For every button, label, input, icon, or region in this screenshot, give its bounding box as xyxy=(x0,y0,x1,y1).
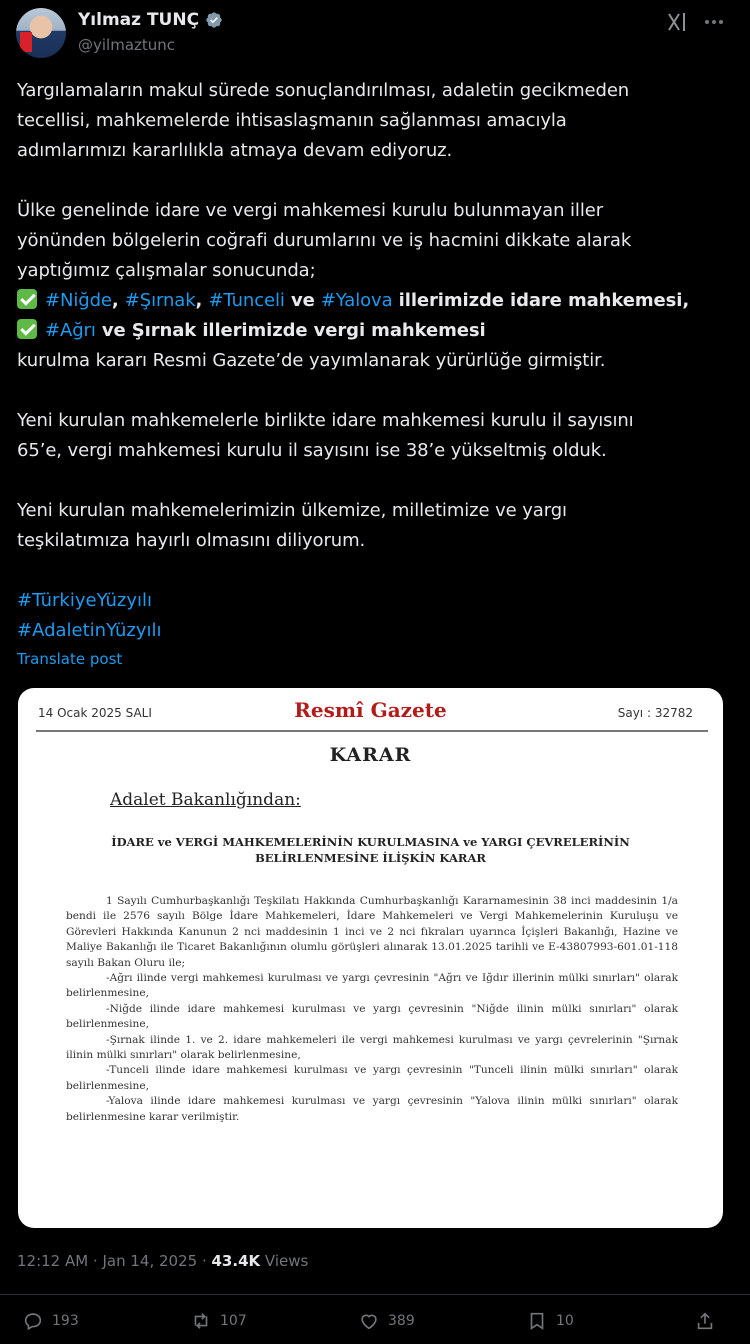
author-name[interactable]: Yılmaz TUNÇ xyxy=(78,10,200,30)
hashtag-sirnak[interactable]: #Şırnak xyxy=(124,290,196,311)
views-label: Views xyxy=(260,1252,309,1270)
divider xyxy=(0,1294,750,1295)
paragraph-intro: Yargılamaların makul sürede sonuçlandırılması, adaletin gecikmeden tecellisi, mahkemelerde ihtisaslaşmanın sağlanması amacıyla adımlarımızı kararlılıkla atmaya devam ediyoruz. xyxy=(17,80,630,161)
share-icon xyxy=(694,1310,716,1332)
repost-button[interactable] xyxy=(190,1310,247,1332)
decision-line-tax: #Ağrı ve Şırnak illerimizde vergi mahkemesi xyxy=(17,316,732,346)
hashtag-tunceli[interactable]: #Tunceli xyxy=(208,290,285,311)
author-handle[interactable]: @yilmaztunc xyxy=(78,36,176,54)
hashtag-agri[interactable]: #Ağrı xyxy=(45,320,96,341)
hashtag-yalova[interactable]: #Yalova xyxy=(320,290,393,311)
decision-item: -Tunceli ilinde idare mahkemesi kurulması ve yargı çevresinin "Tunceli ilinin mülki sınırları" olarak belirlenmesine, xyxy=(66,1064,678,1092)
hashtag-turkiye-yuzyili[interactable]: #TürkiyeYüzyılı xyxy=(17,590,153,611)
attached-image[interactable] xyxy=(18,688,723,1228)
paragraph-counts: Yeni kurulan mahkemelerle birlikte idare mahkemesi kurulu il sayısını 65’e, vergi mahkemesi kurulu il sayısını ise 38’e yükseltmiş olduk. xyxy=(17,410,634,461)
bookmark-count: 10 xyxy=(556,1313,574,1329)
like-button[interactable] xyxy=(358,1310,415,1332)
grok-icon[interactable] xyxy=(665,10,689,34)
gazette-header-rule xyxy=(36,730,708,732)
bookmark-icon xyxy=(526,1310,548,1332)
views-count: 43.4K xyxy=(211,1252,261,1270)
repost-count: 107 xyxy=(220,1313,247,1329)
post-timestamp[interactable]: 12:12 AM · Jan 14, 2025 · xyxy=(17,1252,212,1270)
decision-item: -Yalova ilinde idare mahkemesi kurulması ve yargı çevresinin "Yalova ilinin mülki sınırları" olarak belirlenmesine karar verilmiştir. xyxy=(66,1095,678,1123)
repost-icon xyxy=(190,1310,212,1332)
decision-item: -Niğde ilinde idare mahkemesi kurulması ve yargı çevresinin "Niğde ilinin mülki sınırları" olarak belirlenmesine, xyxy=(66,1002,678,1031)
hashtag-adaletin-yuzyili[interactable]: #AdaletinYüzyılı xyxy=(17,620,162,641)
decision-line-administrative: #Niğde, #Şırnak, #Tunceli ve #Yalova illerimizde idare mahkemesi, xyxy=(17,286,732,316)
hashtag-list xyxy=(17,586,162,646)
hashtag-nigde[interactable]: #Niğde xyxy=(45,290,112,311)
decision-item: -Ağrı ilinde vergi mahkemesi kurulması ve yargı çevresinin "Ağrı ve Iğdır illerinin mülki sınırları" olarak belirlenmesine, xyxy=(66,972,678,1000)
share-button[interactable] xyxy=(694,1310,716,1332)
reply-count: 193 xyxy=(52,1313,79,1329)
decision-title: KARAR xyxy=(329,744,412,766)
paragraph-wishes: Yeni kurulan mahkemelerimizin ülkemize, milletimize ve yargı teşkilatımıza hayırlı olmasını diliyorum. xyxy=(17,500,567,551)
verified-badge-icon xyxy=(205,11,223,29)
author-name-row xyxy=(78,10,223,30)
decision-heading: İDARE ve VERGİ MAHKEMELERİNİN KURULMASINA ve YARGI ÇEVRELERİNİN BELİRLENMESİNE İLİŞKİN KARAR xyxy=(111,835,630,865)
check-mark-icon xyxy=(17,319,37,339)
post-meta xyxy=(17,1252,308,1270)
decision-intro: 1 Sayılı Cumhurbaşkanlığı Teşkilatı Hakkında Cumhurbaşkanlığı Kararnamesinin 38 inci maddesinin 1/a bendi ile 2576 sayılı Bölge İdare Mahkemeleri, İdare Mahkemeleri ve Vergi Mahkemelerinin Kuruluşu ve Görevleri Hakkında Kanunun 2 nci maddesinin 1 inci ve 2 nci fıkraları uyarınca İçişleri Bakanlığı, Hazine ve Maliye Bakanlığı ile Ticaret Bakanlığının olumlu görüşleri alınarak 13.01.2025 tarihli ve E-43807993-601.01-118 sayılı Bakan Oluru ile; xyxy=(66,895,678,969)
decision-text xyxy=(66,894,678,1125)
bookmark-button[interactable] xyxy=(526,1310,574,1332)
paragraph-decision: Ülke genelinde idare ve vergi mahkemesi kurulu bulunmayan iller yönünden bölgelerin coğrafi durumlarını ve iş hacmini dikkate alarak yaptığımız çalışmalar sonucunda; #Niğde, #Şırnak, #Tunceli ve #Yalova illerimizde idare mahkemesi, #Ağrı ve Şırnak illerimizde vergi mahkemesi kurulma kararı Resmi Gazete’de yayımlanarak yürürlüğe girmiştir. xyxy=(17,196,732,376)
post-header xyxy=(0,0,750,70)
more-options-icon[interactable] xyxy=(702,10,726,34)
issuing-ministry: Adalet Bakanlığından: xyxy=(110,790,301,810)
post-text xyxy=(17,76,732,586)
heart-icon xyxy=(358,1310,380,1332)
like-count: 389 xyxy=(388,1313,415,1329)
translate-post-link[interactable]: Translate post xyxy=(17,650,123,668)
avatar[interactable] xyxy=(16,8,66,58)
gazette-title: Resmî Gazete xyxy=(294,698,447,722)
gazette-date: 14 Ocak 2025 SALI xyxy=(38,706,152,720)
check-mark-icon xyxy=(17,289,37,309)
decision-item: -Şırnak ilinde 1. ve 2. idare mahkemeleri ile vergi mahkemesi kurulması ve yargı çevrelerinin "Şırnak ilinin mülki sınırları" olarak belirlenmesine, xyxy=(66,1033,678,1062)
gazette-issue: Sayı : 32782 xyxy=(617,706,693,720)
reply-button[interactable] xyxy=(22,1310,79,1332)
action-bar xyxy=(0,1300,750,1344)
reply-icon xyxy=(22,1310,44,1332)
